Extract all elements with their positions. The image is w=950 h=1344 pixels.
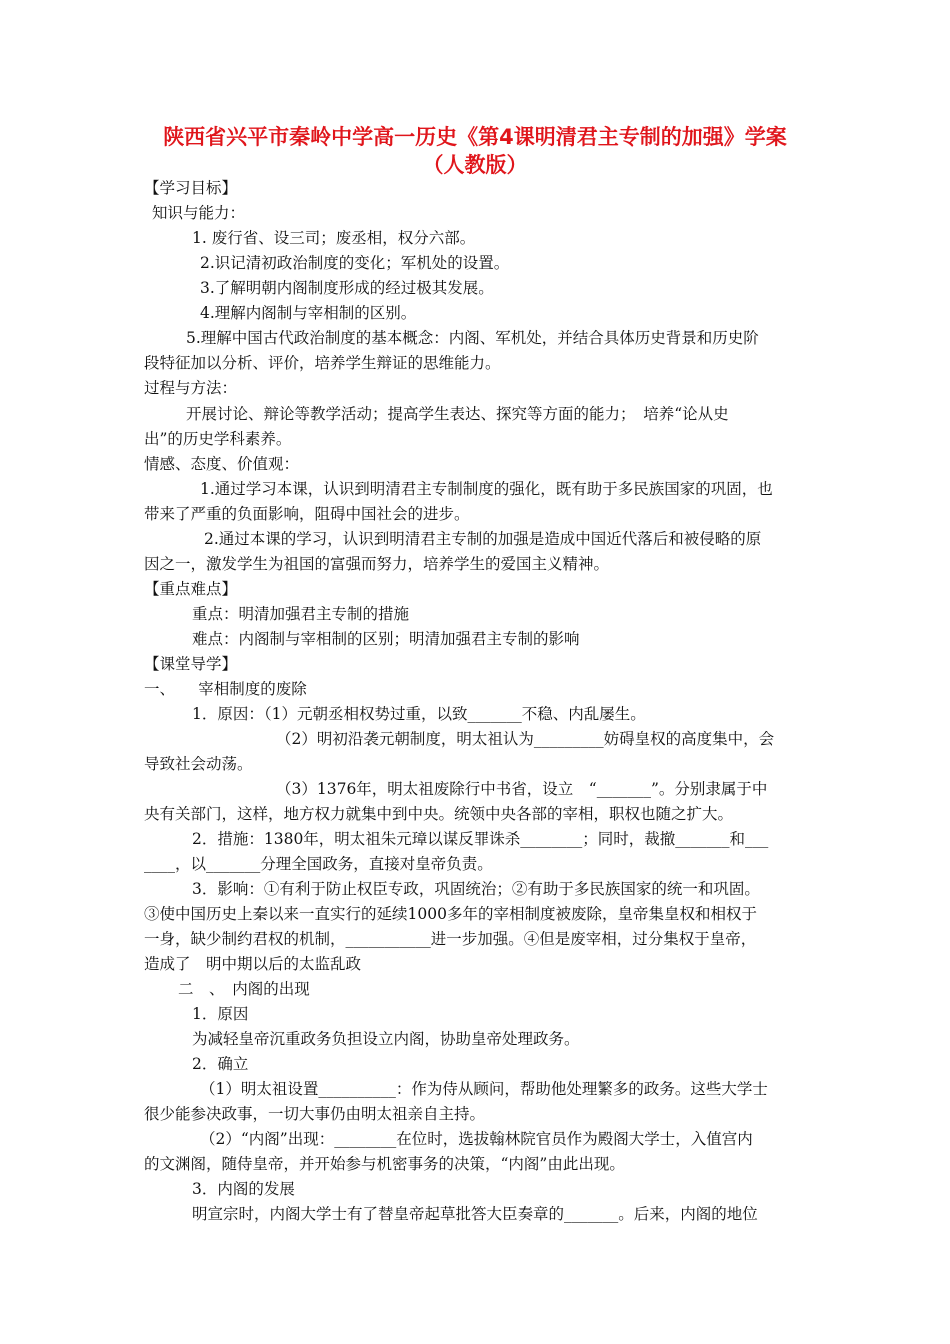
document-title-line-1: 陕西省兴平市秦岭中学高一历史《第4课明清君主专制的加强》学案 (163, 125, 787, 149)
cause-item-3: （3）1376年，明太祖废除行中书省，设立 “_______”。分别隶属于中 (276, 780, 768, 798)
impact-item: 3．影响：①有利于防止权臣专政，巩固统治；②有助于多民族国家的统一和巩固。 (192, 880, 760, 898)
subheading-reason: 1．原因 (192, 1005, 249, 1023)
key-point: 重点：明清加强君主专制的措施 (192, 605, 410, 623)
reason-text: 为减轻皇帝沉重政务负担设立内阁，协助皇帝处理政务。 (192, 1030, 580, 1048)
objective-item-5: 5.理解中国古代政治制度的基本概念：内阁、军机处，并结合具体历史背景和历史阶 (186, 329, 759, 347)
cause-item-1: 1．原因：（1）元朝丞相权势过重，以致_______不稳、内乱屡生。 (192, 705, 646, 723)
values-item-1: 1.通过学习本课，认识到明清君主专制制度的强化，既有助于多民族国家的巩固，也 (200, 480, 773, 498)
values-item-2: 2.通过本课的学习，认识到明清君主专制的加强是造成中国近代落后和被侵略的原 (204, 530, 762, 548)
process-text-cont: 出”的历史学科素养。 (144, 430, 292, 448)
measures-item: 2．措施：1380年，明太祖朱元璋以谋反罪诛杀________；同时，裁撤_______和___ (192, 830, 769, 848)
establish-item-1: （1）明太祖设置__________：作为侍从顾问，帮助他处理繁多的政务。这些大学士 (200, 1080, 768, 1098)
subheading-establish: 2．确立 (192, 1055, 249, 1073)
document-title-line-2: （人教版） (422, 153, 528, 177)
values-item-1-cont: 带来了严重的负面影响，阻碍中国社会的进步。 (144, 505, 470, 523)
values-item-2-cont: 因之一，激发学生为祖国的富强而努力，培养学生的爱国主义精神。 (144, 555, 610, 573)
section-heading-guide: 【课堂导学】 (144, 655, 238, 673)
cause-item-3-cont: 央有关部门，这样，地方权力就集中到中央。统领中央各部的宰相，职权也随之扩大。 (144, 805, 734, 823)
section-heading-objectives: 【学习目标】 (144, 179, 238, 197)
establish-item-1-cont: 很少能参决政事，一切大事仍由明太祖亲自主持。 (144, 1105, 486, 1123)
section-heading-key-points: 【重点难点】 (144, 580, 238, 598)
impact-item-cont-3: 造成了 明中期以后的太监乱政 (144, 955, 362, 973)
part-heading-2: 二 、 内阁的出现 (178, 980, 310, 998)
establish-item-2: （2）“内阁”出现：________在位时，选拔翰林院官员作为殿阁大学士，入值宫内 (200, 1130, 753, 1148)
impact-item-cont-2: 一身，缺少制约君权的机制，___________进一步加强。④但是废宰相，过分集权于皇帝， (144, 930, 757, 948)
subheading-development: 3．内阁的发展 (192, 1180, 295, 1198)
subheading-values: 情感、态度、价值观： (144, 455, 300, 473)
cause-item-2: （2）明初沿袭元朝制度，明太祖认为_________妨碍皇权的高度集中，会 (276, 730, 775, 748)
measures-item-cont: ____，以_______分理全国政务，直接对皇帝负责。 (144, 855, 493, 873)
impact-item-cont-1: ③使中国历史上秦以来一直实行的延续1000多年的宰相制度被废除，皇帝集皇权和相权于 (144, 905, 757, 923)
difficult-point: 难点：内阁制与宰相制的区别；明清加强君主专制的影响 (192, 630, 580, 648)
subheading-process: 过程与方法： (144, 379, 238, 397)
objective-item-5-cont: 段特征加以分析、评价，培养学生辩证的思维能力。 (144, 354, 501, 372)
objective-item-3: 3.了解明朝内阁制度形成的经过极其发展。 (200, 279, 494, 297)
objective-item-1: 1. 废行省、设三司；废丞相，权分六部。 (192, 229, 476, 247)
cause-item-2-cont: 导致社会动荡。 (144, 755, 253, 773)
subheading-knowledge: 知识与能力： (152, 204, 246, 222)
objective-item-4: 4.理解内阁制与宰相制的区别。 (200, 304, 417, 322)
process-text: 开展讨论、辩论等教学活动；提高学生表达、探究等方面的能力； 培养“论从史 (186, 405, 729, 423)
establish-item-2-cont: 的文渊阁，随侍皇帝，并开始参与机密事务的决策，“内阁”由此出现。 (144, 1155, 625, 1173)
objective-item-2: 2.识记清初政治制度的变化；军机处的设置。 (200, 254, 510, 272)
part-heading-1: 一、 宰相制度的废除 (144, 680, 307, 698)
development-text: 明宣宗时，内阁大学士有了替皇帝起草批答大臣奏章的_______。后来，内阁的地位 (192, 1205, 758, 1223)
